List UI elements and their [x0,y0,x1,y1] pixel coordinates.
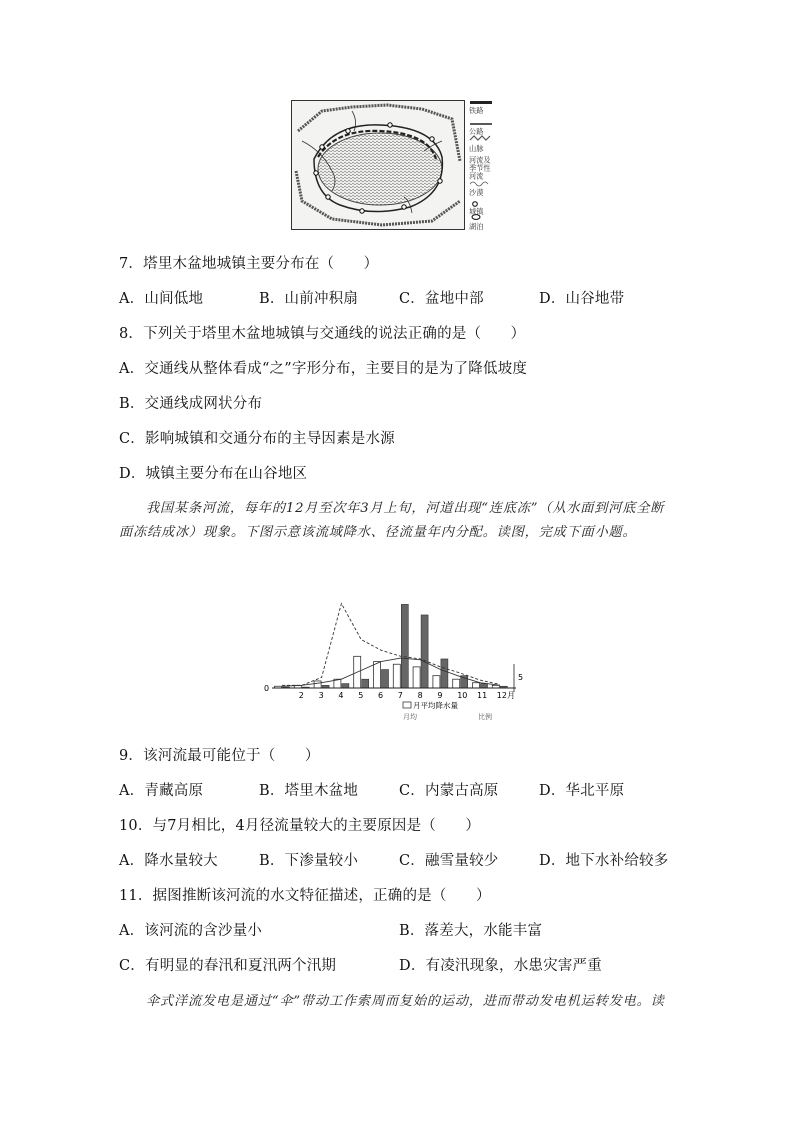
question-7-stem: 7．塔里木盆地城镇主要分布在（ ） [119,256,379,272]
q9-option-b: B．塔里木盆地 [259,783,359,799]
precip-bar-9 [433,676,440,688]
precip-bar-6 [374,662,381,688]
x-tick-label: 2 [298,691,304,700]
precip-bar-8 [413,667,420,688]
precip-bar-10 [453,679,460,688]
q9-option-d: D．华北平原 [539,783,625,799]
runoff-bar-6 [382,670,389,688]
legend-hollow-swatch [403,702,411,708]
dashed-curve [282,604,500,686]
x-tick-label: 3 [318,691,324,700]
legend-precip-label: 月平均降水量 [413,701,458,710]
q7-option-a: A．山间低地 [119,291,204,307]
q8-option-a: A．交通线从整体看成“之”字形分布，主要目的是为了降低坡度 [119,361,528,377]
q11-option-c: C．有明显的春汛和夏汛两个汛期 [119,958,337,974]
q10-option-c: C．融雪量较少 [399,853,499,869]
legend-desert: 沙漠 [469,188,484,197]
question-8-stem: 8．下列关于塔里木盆地城镇与交通线的说法正确的是（ ） [119,326,526,342]
q11-option-a: A．该河流的含沙量小 [119,923,262,939]
legend-ratio-label: 比例 [478,713,492,721]
precip-runoff-chart [258,592,528,727]
tarim-basin-map [291,100,465,230]
x-tick-label: 9 [437,691,443,700]
x-tick-label: 7 [397,691,403,700]
x-tick-label: 8 [417,691,423,700]
x-tick-label: 4 [338,691,344,700]
legend-river: 河流及季节性河流 [469,156,491,181]
runoff-bar-5 [362,679,369,688]
x-tick-label: 6 [378,691,384,700]
q10-option-d: D．地下水补给较多 [539,853,669,869]
q8-option-d: D．城镇主要分布在山谷地区 [119,466,308,482]
q9-option-a: A．青藏高原 [119,783,204,799]
q9-option-c: C．内蒙古高原 [399,783,499,799]
runoff-bar-4 [342,684,349,688]
runoff-bar-7 [401,604,408,688]
passage-2-line-1: 伞式洋流发电是通过“伞”带动工作索周而复始的运动，进而带动发电机运转发电。读 [146,994,665,1009]
precip-bar-7 [393,664,400,688]
q11-option-b: B．落差大，水能丰富 [399,923,543,939]
x-tick-label: 10 [457,691,468,700]
q8-option-b: B．交通线成网状分布 [119,396,263,412]
legend-runoff-label: 月均 [403,713,417,721]
passage-1-line-1: 我国某条河流，每年的12月至次年3月上旬，河道出现“连底冻”（从水面到河底全断 [146,501,665,516]
precip-bar-11 [473,683,480,688]
q7-option-b: B．山前冲积扇 [259,291,359,307]
q10-option-b: B．下渗量较小 [259,853,359,869]
runoff-bar-9 [441,659,448,688]
q11-option-d: D．有凌汛现象，水患灾害严重 [399,958,602,974]
x-tick-label: 5 [358,691,364,700]
legend-lake: 湖泊 [469,222,484,231]
question-10-stem: 10．与7月相比，4月径流量较大的主要原因是（ ） [119,818,481,834]
q10-option-a: A．降水量较大 [119,853,218,869]
q7-option-c: C．盆地中部 [399,291,484,307]
map-legend [467,100,495,233]
legend-railway: 铁路 [469,106,484,115]
passage-1-line-2: 面冻结成冰）现象。下图示意该流域降水、径流量年内分配。读图，完成下面小题。 [119,525,637,540]
tarim-map-graphic [292,101,464,229]
x-tick-label: 12月 [496,691,515,700]
question-9-stem: 9．该河流最可能位于（ ） [119,748,320,764]
runoff-bar-11 [481,684,488,688]
chart-svg [258,592,528,727]
q7-option-d: D．山谷地带 [539,291,625,307]
legend-town: 城镇 [469,207,484,216]
question-11-stem: 11．据图推断该河流的水文特征描述，正确的是（ ） [119,888,491,904]
precip-bar-3 [314,681,321,688]
q8-option-c: C．影响城镇和交通分布的主导因素是水源 [119,431,395,447]
x-tick-label: 11 [477,691,488,700]
legend-road: 公路 [469,127,484,136]
legend-mountain: 山脉 [469,144,484,153]
y-left-tick: 0 [264,684,270,693]
y-right-tick: 5 [518,673,524,682]
runoff-bar-8 [421,615,428,688]
